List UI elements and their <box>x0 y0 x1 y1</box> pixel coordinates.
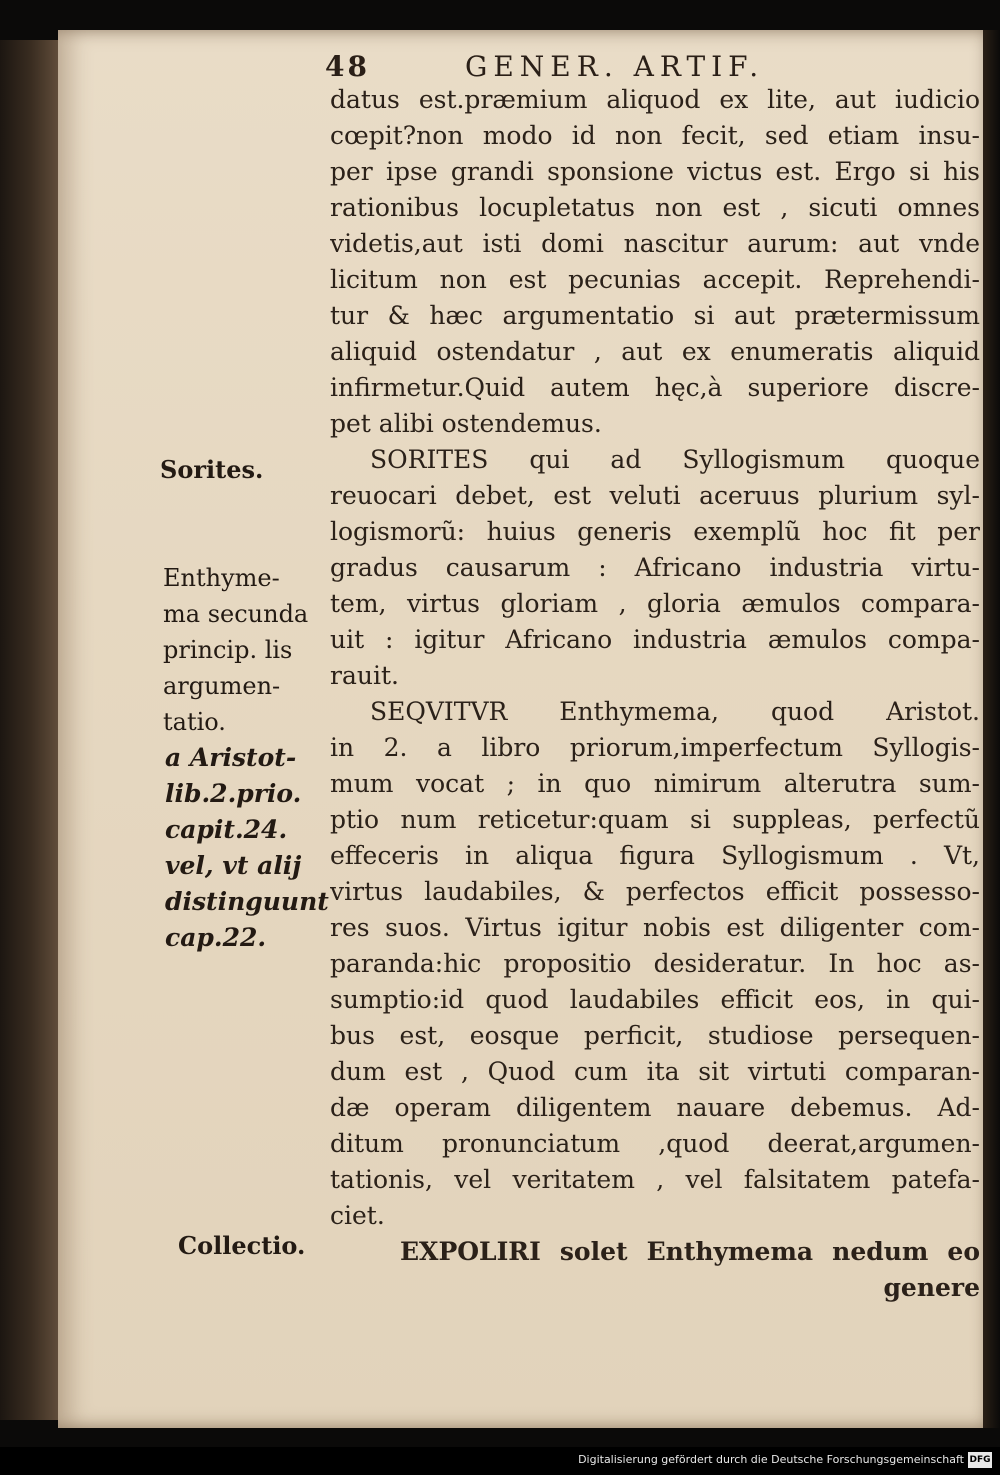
text-line: mum vocat ; in quo nimirum alterutra sum- <box>330 769 980 798</box>
text-line: videtis,aut isti domi nascitur aurum: aut vnde <box>330 229 980 258</box>
catchword: genere <box>883 1273 980 1302</box>
text-line: licitum non est pecunias accepit. Reprehendi- <box>330 265 980 294</box>
text-line: res suos. Virtus igitur nobis est diligenter com- <box>330 913 980 942</box>
margin-note-line: ma secunda <box>163 600 309 628</box>
text-line: pet alibi ostendemus. <box>330 409 602 438</box>
margin-note-line: lib.2.prio. <box>165 779 302 808</box>
text-line: reuocari debet, est veluti aceruus plurium syl- <box>330 481 980 510</box>
margin-note-collectio <box>178 1228 353 1264</box>
text-line: effeceris in aliqua figura Syllogismum . Vt, <box>330 841 980 870</box>
text-line: virtus laudabiles, & perfectos efficit possesso- <box>330 877 980 906</box>
dfg-logo-icon: DFG <box>968 1452 992 1468</box>
text-line: ciet. <box>330 1201 385 1230</box>
footer-bar <box>0 1447 1000 1475</box>
text-line: datus est.præmium aliquod ex lite, aut iudicio <box>330 85 980 114</box>
text-line: gradus causarum : Africano industria virtu- <box>330 553 980 582</box>
text-line: tationis, vel veritatem , vel falsitatem patefa- <box>330 1165 980 1194</box>
page-number: 48 <box>325 50 370 83</box>
text-line: dum est , Quod cum ita sit virtuti comparan- <box>330 1057 980 1086</box>
page-right-edge <box>983 30 1000 1428</box>
text-line: SEQVITVR Enthymema, quod Aristot. <box>370 697 980 726</box>
text-line: logismorũ: huius generis exemplũ hoc fit per <box>330 517 980 546</box>
margin-note-line: cap.22. <box>165 923 267 952</box>
margin-note-line: argumen- <box>163 672 281 700</box>
margin-note-line: vel, vt alij <box>165 851 302 880</box>
text-line: infirmetur.Quid autem hęc,à superiore discre- <box>330 373 980 402</box>
text-line: tem, virtus gloriam , gloria æmulos compara- <box>330 589 980 618</box>
text-line: dæ operam diligentem nauare debemus. Ad- <box>330 1093 980 1122</box>
margin-note-line: capit.24. <box>165 815 288 844</box>
main-text-block <box>330 82 980 1306</box>
text-line: cœpit?non modo id non fecit, sed etiam insu- <box>330 121 980 150</box>
margin-note-line: a Aristot- <box>165 743 297 772</box>
text-line: bus est, eosque perficit, studiose persequen- <box>330 1021 980 1050</box>
text-line: tur & hæc argumentatio si aut prætermissum <box>330 301 980 330</box>
margin-note-line: Collectio. <box>178 1231 306 1260</box>
text-line: rauit. <box>330 661 399 690</box>
text-line: SORITES qui ad Syllogismum quoque <box>370 445 980 474</box>
text-line: ditum pronunciatum ,quod deerat,argumen- <box>330 1129 980 1158</box>
margin-note-line: Enthyme- <box>163 564 280 592</box>
margin-note-aristot <box>165 740 340 956</box>
text-line: in 2. a libro priorum,imperfectum Syllogis- <box>330 733 980 762</box>
text-line: rationibus locupletatus non est , sicuti omnes <box>330 193 980 222</box>
margin-note-sorites <box>160 452 335 488</box>
text-line: uit : igitur Africano industria æmulos compa- <box>330 625 980 654</box>
margin-note-line: distinguunt <box>165 887 329 916</box>
margin-note-line: tatio. <box>163 708 226 736</box>
text-line: per ipse grandi sponsione victus est. Ergo si his <box>330 157 980 186</box>
margin-note-line: princip. lis <box>163 636 293 664</box>
text-line: paranda:hic propositio desideratur. In hoc as- <box>330 949 980 978</box>
funding-credit: Digitalisierung gefördert durch die Deutsche Forschungsgemeinschaft <box>578 1453 964 1466</box>
text-line: EXPOLIRI solet Enthymema nedum eo <box>400 1237 980 1266</box>
text-line: aliquid ostendatur , aut ex enumeratis aliquid <box>330 337 980 366</box>
text-line: ptio num reticetur:quam si suppleas, perfectũ <box>330 805 980 834</box>
margin-note-line: Sorites. <box>160 455 264 484</box>
margin-note-enthymema <box>163 560 338 740</box>
text-line: sumptio:id quod laudabiles efficit eos, in qui- <box>330 985 980 1014</box>
running-title: GENER. ARTIF. <box>465 50 765 83</box>
